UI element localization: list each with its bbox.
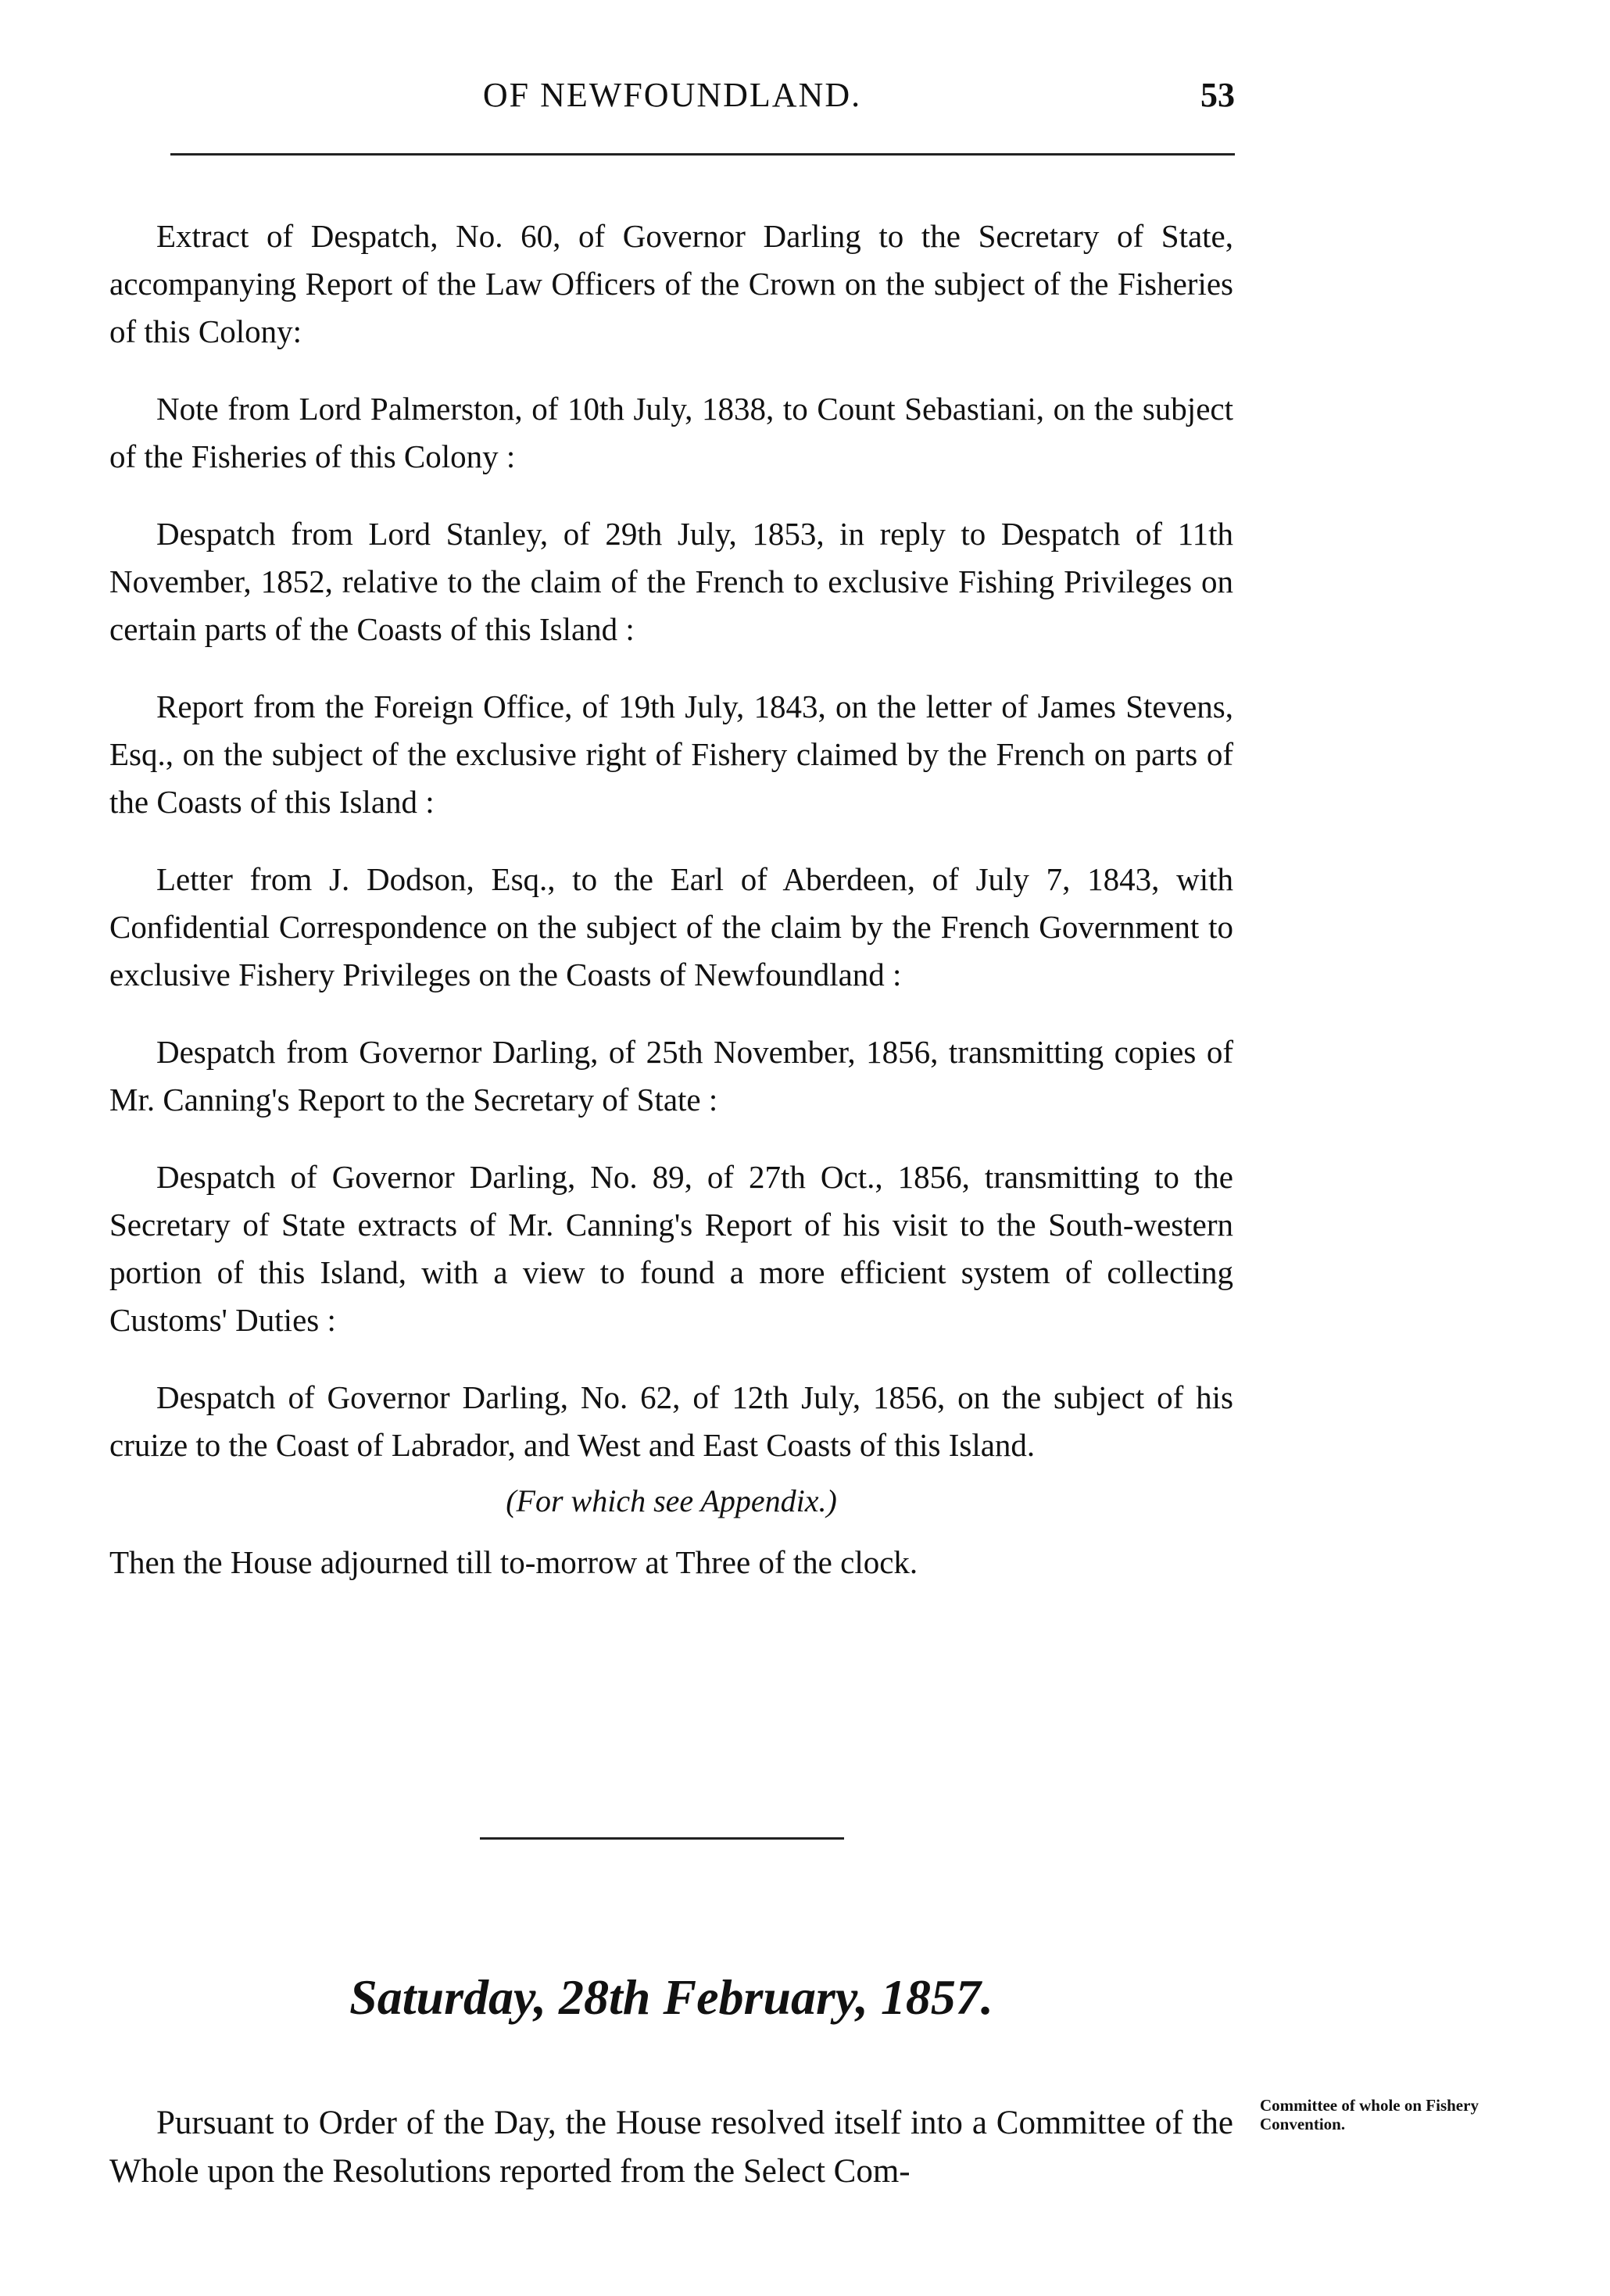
section-divider (480, 1837, 844, 1840)
running-title: OF NEWFOUNDLAND. (482, 76, 862, 114)
appendix-note: (For which see Appendix.) (506, 1483, 837, 1518)
paragraph-committee-resolution: Pursuant to Order of the Day, the House resolved itself into a Committee of the Whole upon the Resolutions reported from the Select Com- (109, 2105, 1233, 2190)
paragraph-dodson-letter: Letter from J. Dodson, Esq., to the Earl of Aberdeen, of July 7, 1843, with Confidential Correspondence on the subject of the claim by the French Government to exclusive Fishery Privileges on the Coasts of Newfoundland : (109, 861, 1233, 992)
paragraph-stanley-despatch: Despatch from Lord Stanley, of 29th July, 1853, in reply to Despatch of 11th November, 1852, relative to the claim of the French to exclusive Fishing Privileges on certain parts of the Coasts of this Island : (109, 516, 1233, 647)
document-body (109, 213, 1233, 1586)
paragraph-extract-despatch-60: Extract of Despatch, No. 60, of Governor Darling to the Secretary of State, accompanying Report of the Law Officers of the Crown on the subject of the Fisheries of this Colony: (109, 218, 1233, 349)
paragraph-darling-despatch-nov: Despatch from Governor Darling, of 25th November, 1856, transmitting copies of Mr. Canning's Report to the Secretary of State : (109, 1034, 1233, 1118)
paragraph-darling-despatch-62: Despatch of Governor Darling, No. 62, of 12th July, 1856, on the subject of his cruize to the Coast of Labrador, and West and East Coasts of this Island. (109, 1379, 1233, 1463)
margin-note: Committee of whole on Fishery Convention. (1260, 2096, 1479, 2133)
running-head (109, 72, 1235, 119)
header-rule (170, 153, 1235, 156)
date-heading: Saturday, 28th February, 1857. (349, 1969, 993, 2025)
paragraph-foreign-office-report: Report from the Foreign Office, of 19th July, 1843, on the letter of James Stevens, Esq., on the subject of the exclusive right of Fishery claimed by the French on parts of the Coasts of this Island : (109, 688, 1233, 820)
paragraph-palmerston-note: Note from Lord Palmerston, of 10th July, 1838, to Count Sebastiani, on the subject of the Fisheries of this Colony : (109, 391, 1233, 474)
adjournment-line: Then the House adjourned till to-morrow at Three of the clock. (109, 1544, 918, 1580)
paragraph-darling-despatch-89: Despatch of Governor Darling, No. 89, of 27th Oct., 1856, transmitting to the Secretary of State extracts of Mr. Canning's Report of his visit to the South-western portion of this Island, with a view to found a more efficient system of collecting Customs' Duties : (109, 1159, 1233, 1338)
page-number: 53 (1200, 76, 1235, 114)
